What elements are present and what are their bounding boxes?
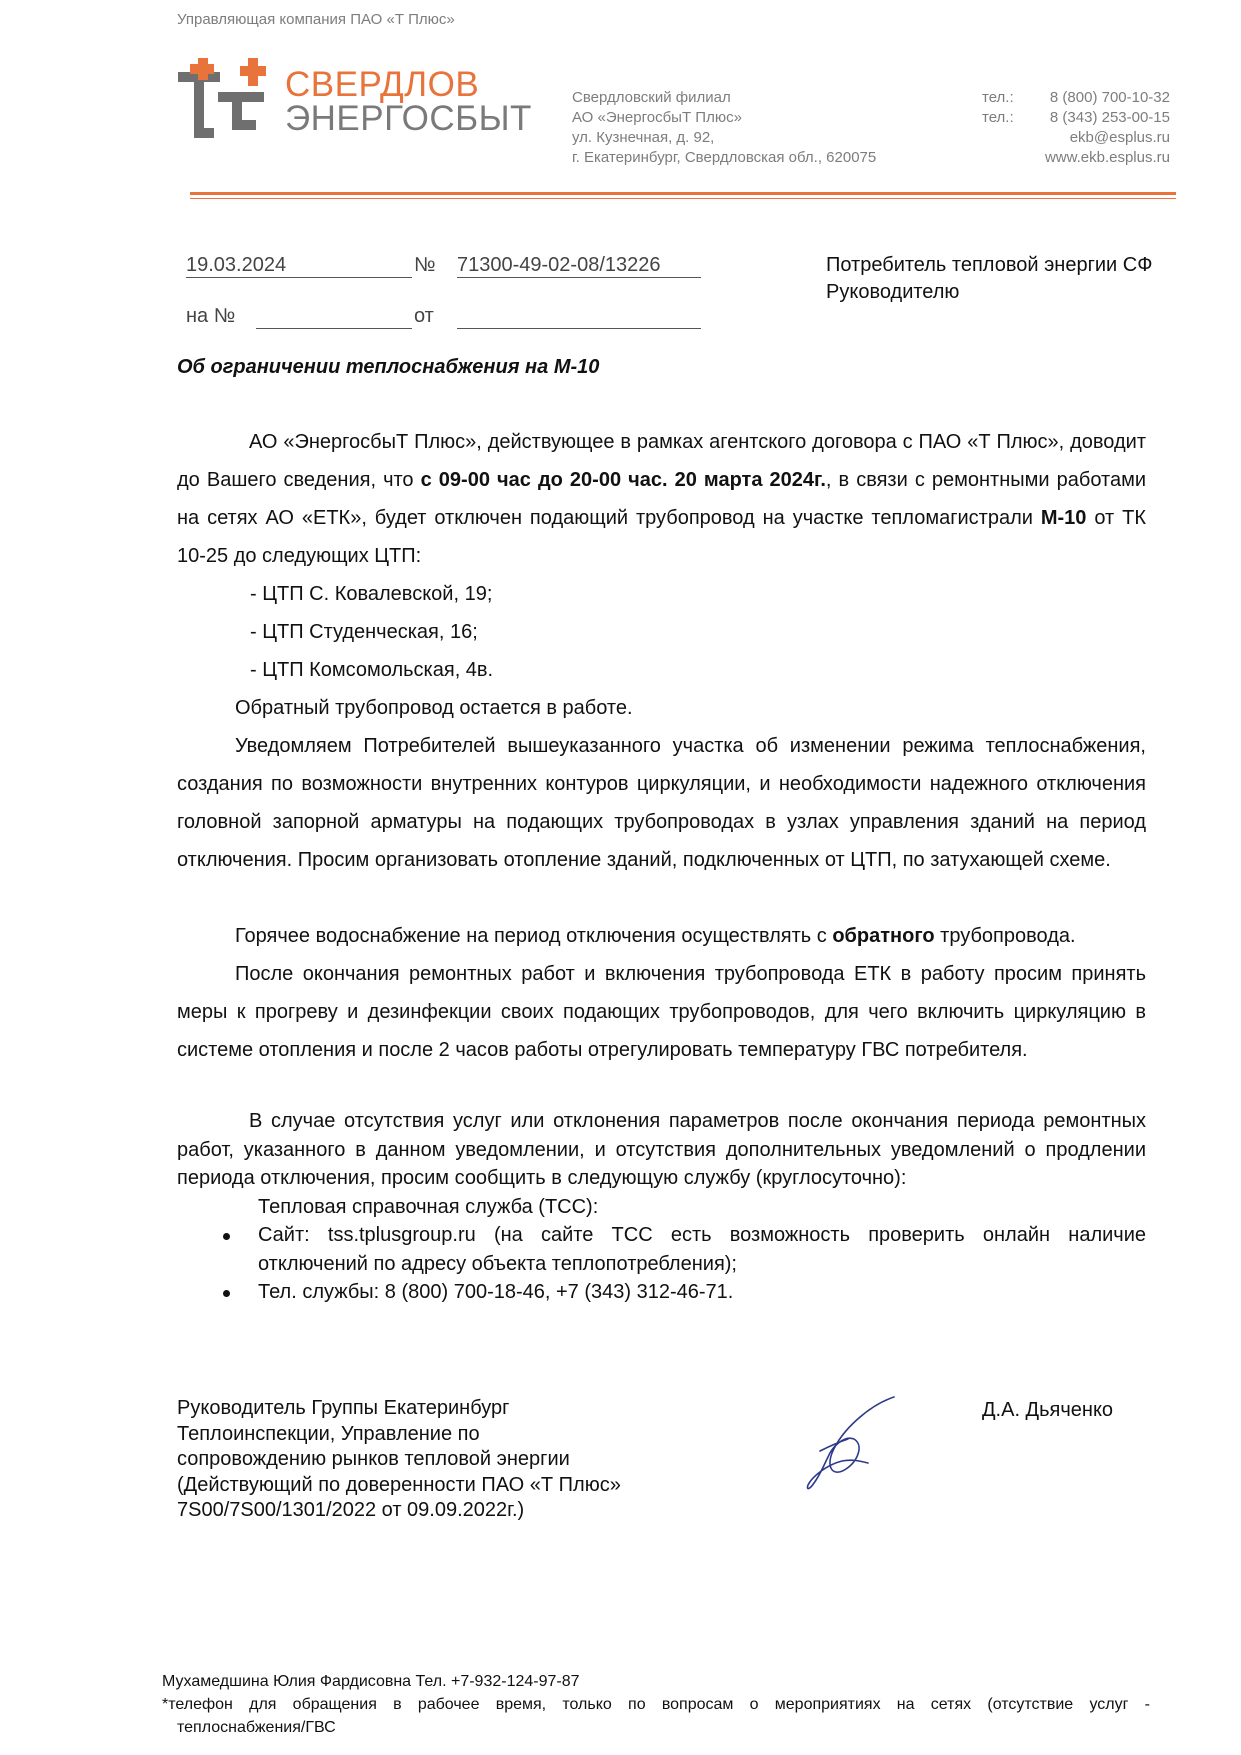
list-item: - ЦТП Студенческая, 16; <box>250 621 478 643</box>
org-address-line: г. Екатеринбург, Свердловская обл., 620075 <box>572 149 877 166</box>
logo-line-1: СВЕРДЛОВ <box>285 65 480 104</box>
text-run: , в связи с ремонтными работами на сетях АО «ЕТК», будет отключен подающий трубопровод на участке тепломагистрали <box>177 469 1146 529</box>
position-line: 7S00/7S00/1301/2022 от 09.09.2022г.) <box>177 1499 525 1521</box>
position-line: Теплоинспекции, Управление по <box>177 1422 480 1445</box>
body-paragraph: В случае отсутствия услуг или отклонения параметров после окончания периода ремонтных работ, указанного в данном уведомлении, и отсутствия дополнительных уведомлений о продлении периода отключения, просим сообщить в следующую службу (круглосуточно): <box>177 1110 1146 1189</box>
handwritten-signature <box>790 1395 900 1495</box>
letter-date: 19.03.2024 <box>186 253 412 278</box>
addressee <box>826 252 1152 306</box>
number-label: № <box>414 254 436 276</box>
org-address <box>572 88 876 168</box>
bullet-item: Сайт: tss.tplusgroup.ru (на сайте ТСС есть возможность проверить онлайн наличие отключений по адресу объекта теплопотребления); <box>258 1224 1146 1275</box>
executor-info: Мухамедшина Юлия Фардисовна Тел. +7-932-124-97-87 <box>162 1673 580 1690</box>
reply-number-label: на № <box>186 305 236 327</box>
phone-label: тел.: <box>982 109 1014 126</box>
reply-number <box>256 304 412 329</box>
bullet-icon <box>223 1233 230 1240</box>
footer-note-line: *телефон для обращения в рабочее время, только по вопросам о мероприятиях на сетях (отсутствие услуг - <box>162 1696 1150 1713</box>
bold-text-run: с 09-00 час до 20-00 час. 20 марта 2024г. <box>420 469 826 491</box>
bullet-icon <box>223 1290 230 1297</box>
header-rule-thin <box>190 198 1176 199</box>
email: ekb@esplus.ru <box>1069 129 1170 146</box>
org-address-line: АО «ЭнергосбыТ Плюс» <box>572 109 742 126</box>
website: www.ekb.esplus.ru <box>1044 149 1170 166</box>
footer-note-line: теплоснабжения/ГВС <box>177 1719 336 1736</box>
signatory-position <box>177 1396 621 1524</box>
body-paragraph: Уведомляем Потребителей вышеуказанного участка об изменении режима теплоснабжения, создания по возможности внутренних контуров циркуляции, и необходимости надежного отключения головной запорной арматуры на подающих трубопроводах в узлах управления зданий на период отключения. Просим организовать отопление зданий, подключенных от ЦТП, по затухающей схеме. <box>177 735 1146 871</box>
list-item: - ЦТП С. Ковалевской, 19; <box>250 583 493 605</box>
company-logo-mark <box>178 58 274 140</box>
phone-label: тел.: <box>982 89 1014 106</box>
ctp-list <box>250 575 493 689</box>
letter-number: 71300-49-02-08/13226 <box>457 253 701 278</box>
service-title: Тепловая справочная служба (ТСС): <box>258 1196 599 1218</box>
signatory-name: Д.А. Дьяченко <box>982 1399 1114 1421</box>
from-date <box>457 304 701 329</box>
header-rule <box>190 192 1176 195</box>
company-logo-text <box>285 65 532 138</box>
addressee-line: Потребитель тепловой энергии СФ <box>826 254 1153 276</box>
addressee-line: Руководителю <box>826 281 960 303</box>
body-paragraph: После окончания ремонтных работ и включения трубопровода ЕТК в работу просим принять меры к прогреву и дезинфекции своих подающих трубопроводов, для чего включить циркуляцию в системе отопления и после 2 часов работы отрегулировать температуру ГВС потребителя. <box>177 963 1146 1061</box>
position-line: сопровождению рынков тепловой энергии <box>177 1448 570 1470</box>
bold-text-run: М-10 <box>1040 507 1087 529</box>
parent-company-note: Управляющая компания ПАО «Т Плюс» <box>177 11 455 28</box>
position-line: Руководитель Группы Екатеринбург <box>177 1397 510 1419</box>
bullet-item: Тел. службы: 8 (800) 700-18-46, +7 (343) 312-46-71. <box>258 1281 734 1303</box>
org-address-line: ул. Кузнечная, д. 92, <box>572 129 715 146</box>
text-run: АО «ЭнергосбыТ Плюс», действующее в рамках агентского договора с ПАО «Т Плюс», доводит до Вашего сведения, что <box>177 431 1146 491</box>
list-item: - ЦТП Комсомольская, 4в. <box>250 659 494 681</box>
letter-subject: Об ограничении теплоснабжения на М-10 <box>177 356 600 378</box>
logo-icon <box>178 58 274 140</box>
position-line: (Действующий по доверенности ПАО «Т Плюс» <box>177 1473 621 1496</box>
body-paragraph <box>235 917 1076 955</box>
logo-line-2: ЭНЕРГОСБЫТ <box>285 99 532 138</box>
body-paragraph <box>177 423 1146 575</box>
org-contacts <box>982 88 1170 168</box>
phone-number: 8 (343) 253-00-15 <box>1049 109 1170 126</box>
from-label: от <box>414 305 434 327</box>
text-run: трубопровода. <box>934 925 1076 947</box>
body-paragraph: Обратный трубопровод остается в работе. <box>235 697 633 719</box>
org-address-line: Свердловский филиал <box>572 89 731 106</box>
bold-text-run: обратного <box>832 925 935 947</box>
phone-number: 8 (800) 700-10-32 <box>1049 89 1170 106</box>
text-run: Горячее водоснабжение на период отключения осуществлять с <box>235 925 833 947</box>
signature-icon <box>790 1395 900 1495</box>
text-run: от ТК 10-25 до следующих ЦТП: <box>177 507 1146 567</box>
